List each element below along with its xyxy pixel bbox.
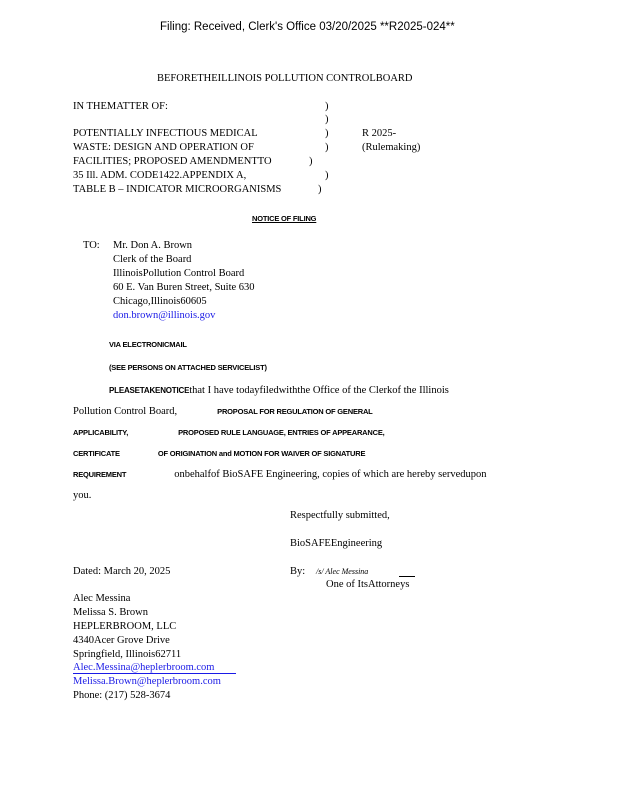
- board-title: BEFORETHEILLINOIS POLLUTION CONTROLBOARD: [157, 73, 413, 84]
- attorney-line: HEPLERBROOM, LLC: [73, 621, 177, 632]
- caption-line: POTENTIALLY INFECTIOUS MEDICAL: [73, 128, 258, 139]
- by-label: By:: [290, 566, 306, 577]
- docket-type: (Rulemaking): [362, 142, 421, 153]
- signature-rule: [399, 568, 415, 577]
- notice-title: NOTICE OF FILING: [252, 214, 317, 223]
- filing-stamp: Filing: Received, Clerk's Office 03/20/2025 **R2025-024**: [160, 21, 455, 33]
- to-label: TO:: [83, 240, 100, 251]
- caption-paren: ): [325, 142, 329, 153]
- caption-line: WASTE: DESIGN AND OPERATION OF: [73, 142, 254, 153]
- body-text: you.: [73, 490, 92, 501]
- body-caps: OF ORIGINATION and MOTION FOR WAIVER OF SIGNATURE: [157, 449, 366, 458]
- docket-number: R 2025-: [362, 128, 397, 139]
- delivery-method: VIA ELECTRONICMAIL: [109, 340, 187, 349]
- body-lead: PLEASETAKENOTICE: [109, 386, 190, 395]
- caption-line: FACILITIES; PROPOSED AMENDMENTTO: [73, 156, 272, 167]
- recipient-line: Chicago,Illinois60605: [113, 296, 207, 307]
- attorney-line: Springfield, Illinois62711: [73, 649, 182, 660]
- signature-title: One of ItsAttorneys: [326, 579, 410, 590]
- body-caps: APPLICABILITY,: [73, 428, 129, 437]
- caption-paren: ): [325, 114, 329, 125]
- dated-line: Dated: March 20, 2025: [73, 566, 171, 577]
- body-caps: PROPOSAL FOR REGULATION OF GENERAL: [217, 407, 373, 416]
- caption-paren: ): [318, 184, 322, 195]
- caption-line: TABLE B – INDICATOR MICROORGANISMS: [73, 184, 282, 195]
- attorney-line: Melissa S. Brown: [73, 607, 148, 618]
- body-text: that I have todayfiledwiththe Office of the Clerkof the Illinois: [189, 385, 449, 396]
- body-caps: PROPOSED RULE LANGUAGE, ENTRIES OF APPEARANCE,: [178, 428, 385, 437]
- caption-line: IN THEMATTER OF:: [73, 101, 168, 112]
- recipient-email-link[interactable]: don.brown@illinois.gov: [113, 310, 216, 321]
- caption-paren: ): [325, 170, 329, 181]
- body-text: Pollution Control Board,: [73, 406, 178, 417]
- recipient-line: Clerk of the Board: [113, 254, 192, 265]
- caption-line: 35 Ill. ADM. CODE1422.APPENDIX A,: [73, 170, 247, 181]
- recipient-line: 60 E. Van Buren Street, Suite 630: [113, 282, 255, 293]
- caption-paren: ): [309, 156, 313, 167]
- body-caps: CERTIFICATE: [73, 449, 120, 458]
- attorney-line: Alec Messina: [73, 593, 131, 604]
- attorney-email-link[interactable]: Melissa.Brown@heplerbroom.com: [73, 676, 221, 687]
- attorney-phone: Phone: (217) 528-3674: [73, 690, 171, 701]
- caption-paren: ): [325, 128, 329, 139]
- recipient-line: IllinoisPollution Control Board: [113, 268, 245, 279]
- recipient-line: Mr. Don A. Brown: [113, 240, 193, 251]
- closing-respectfully: Respectfully submitted,: [290, 510, 390, 521]
- attorney-line: 4340Acer Grove Drive: [73, 635, 170, 646]
- signature: /s/ Alec Messina: [316, 567, 369, 576]
- attorney-email-link[interactable]: Alec.Messina@heplerbroom.com: [73, 662, 236, 674]
- service-note: (SEE PERSONS ON ATTACHED SERVICELIST): [109, 363, 267, 372]
- closing-firm: BioSAFEEngineering: [290, 538, 383, 549]
- body-caps: REQUIREMENT: [73, 470, 127, 479]
- body-text: onbehalfof BioSAFE Engineering, copies of which are hereby servedupon: [174, 469, 487, 480]
- caption-paren: ): [325, 101, 329, 112]
